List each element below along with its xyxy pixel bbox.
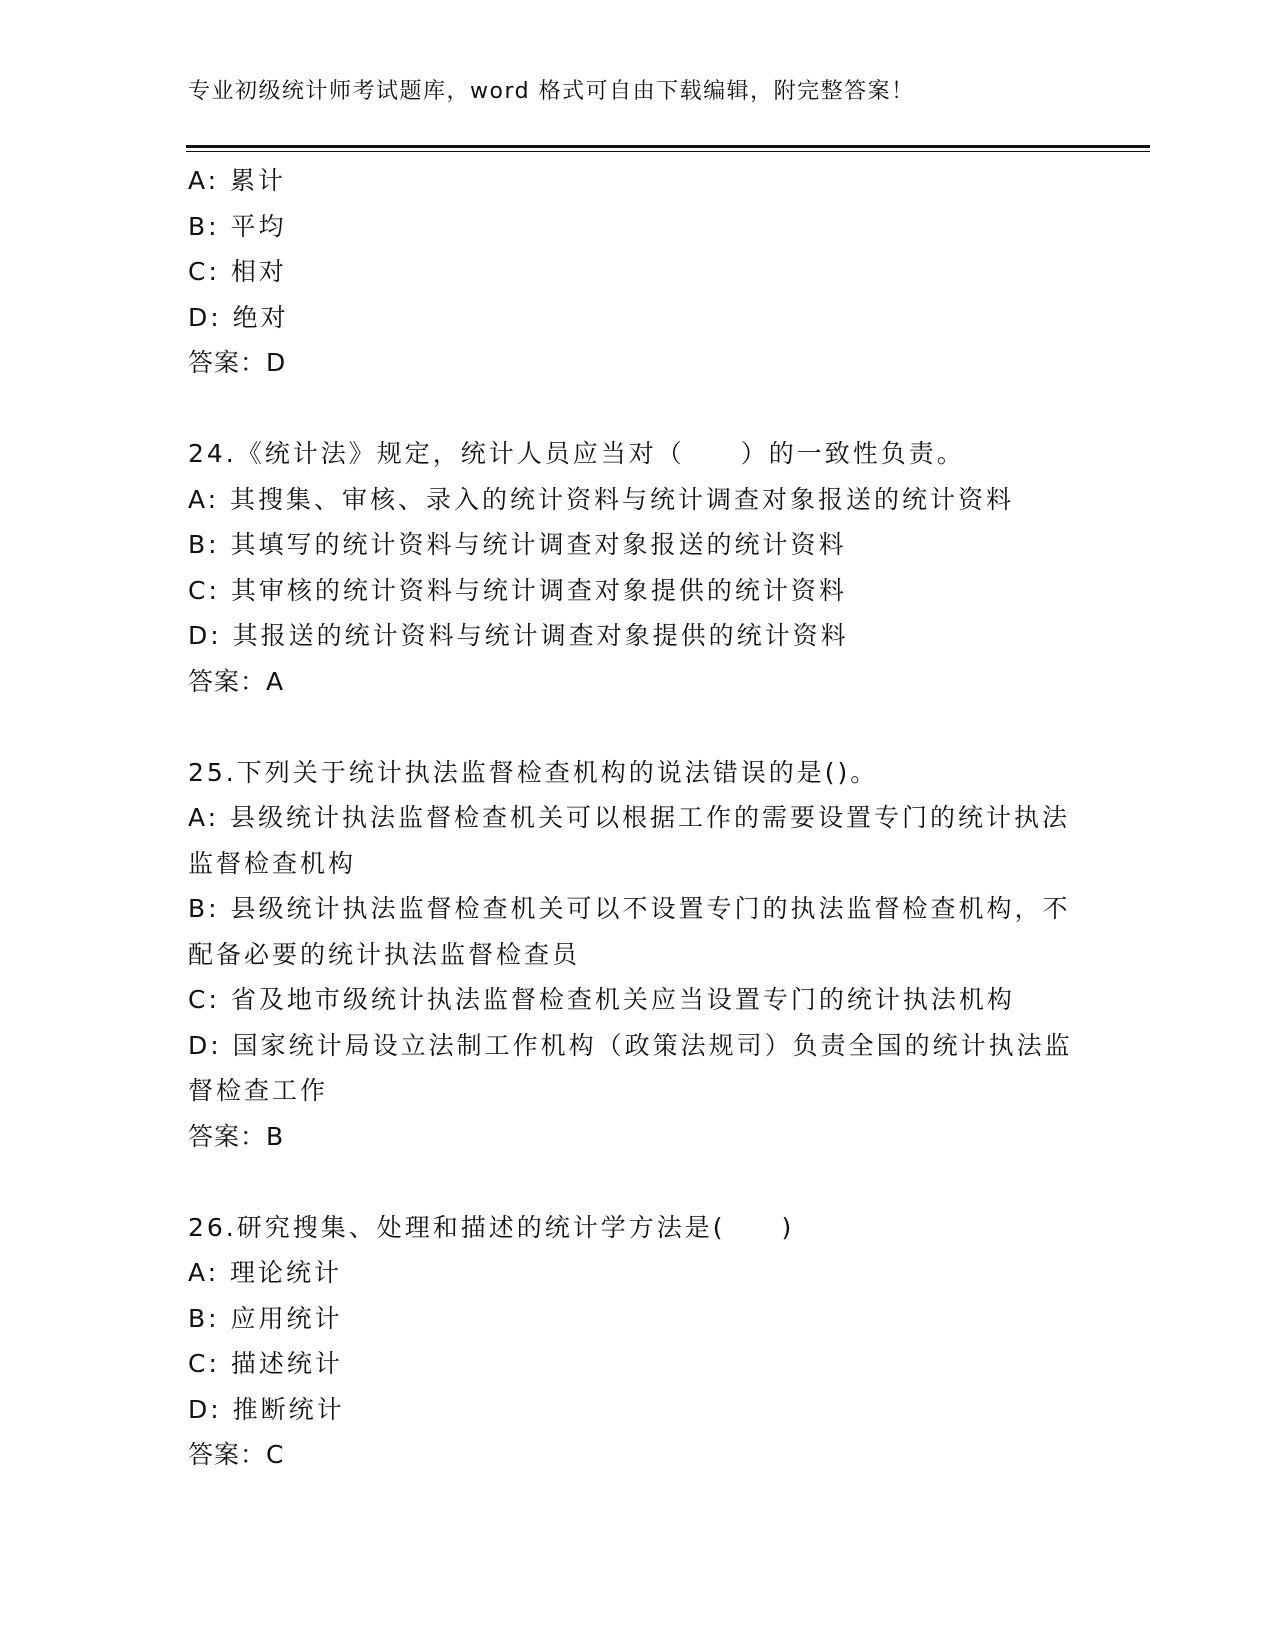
block-spacer: [188, 704, 1088, 750]
option-c: C: 其审核的统计资料与统计调查对象提供的统计资料: [188, 575, 847, 605]
option-b: B: 县级统计执法监督检查机关可以不设置专门的执法监督检查机构，不配备必要的统计执法监督检查员: [188, 894, 1071, 969]
block-spacer: [188, 1159, 1088, 1205]
question-text: 26.研究搜集、处理和描述的统计学方法是( ): [188, 1212, 795, 1242]
option-d: D: 推断统计: [188, 1394, 345, 1424]
header-rule-thin: [186, 151, 1150, 152]
answer: 答案：A: [188, 666, 285, 696]
option-a: A: 理论统计: [188, 1258, 343, 1287]
question-block: [188, 1205, 1088, 1478]
option-c: C: 相对: [188, 257, 287, 286]
option-c: C: 描述统计: [188, 1349, 343, 1378]
question-list: [188, 158, 1088, 1478]
answer: 答案：C: [188, 1440, 285, 1469]
option-c: C: 省及地市级统计执法监督检查机关应当设置专门的统计执法机构: [188, 985, 1015, 1014]
question-block: [188, 431, 1088, 704]
option-d: D: 国家统计局设立法制工作机构（政策法规司）负责全国的统计执法监督检查工作: [188, 1030, 1073, 1105]
question-block: [188, 750, 1088, 1160]
option-b: B: 平均: [188, 211, 287, 241]
option-d: D: 绝对: [188, 302, 289, 332]
question-text: 25.下列关于统计执法监督检查机构的说法错误的是()。: [188, 757, 879, 787]
document-header: 专业初级统计师考试题库，word 格式可自由下载编辑，附完整答案！: [188, 79, 915, 104]
answer: 答案：D: [188, 348, 287, 377]
answer: 答案：B: [188, 1121, 285, 1151]
question-block: [188, 158, 1088, 386]
block-spacer: [188, 386, 1088, 432]
option-a: A: 累计: [188, 166, 287, 195]
option-a: A: 其搜集、审核、录入的统计资料与统计调查对象报送的统计资料: [188, 484, 1015, 514]
question-text: 24.《统计法》规定，统计人员应当对（ ）的一致性负责。: [188, 439, 965, 468]
header-rule-thick: [186, 145, 1150, 148]
option-b: B: 其填写的统计资料与统计调查对象报送的统计资料: [188, 530, 847, 559]
option-d: D: 其报送的统计资料与统计调查对象提供的统计资料: [188, 621, 849, 650]
option-a: A: 县级统计执法监督检查机关可以根据工作的需要设置专门的统计执法监督检查机构: [188, 803, 1071, 878]
option-b: B: 应用统计: [188, 1303, 343, 1333]
